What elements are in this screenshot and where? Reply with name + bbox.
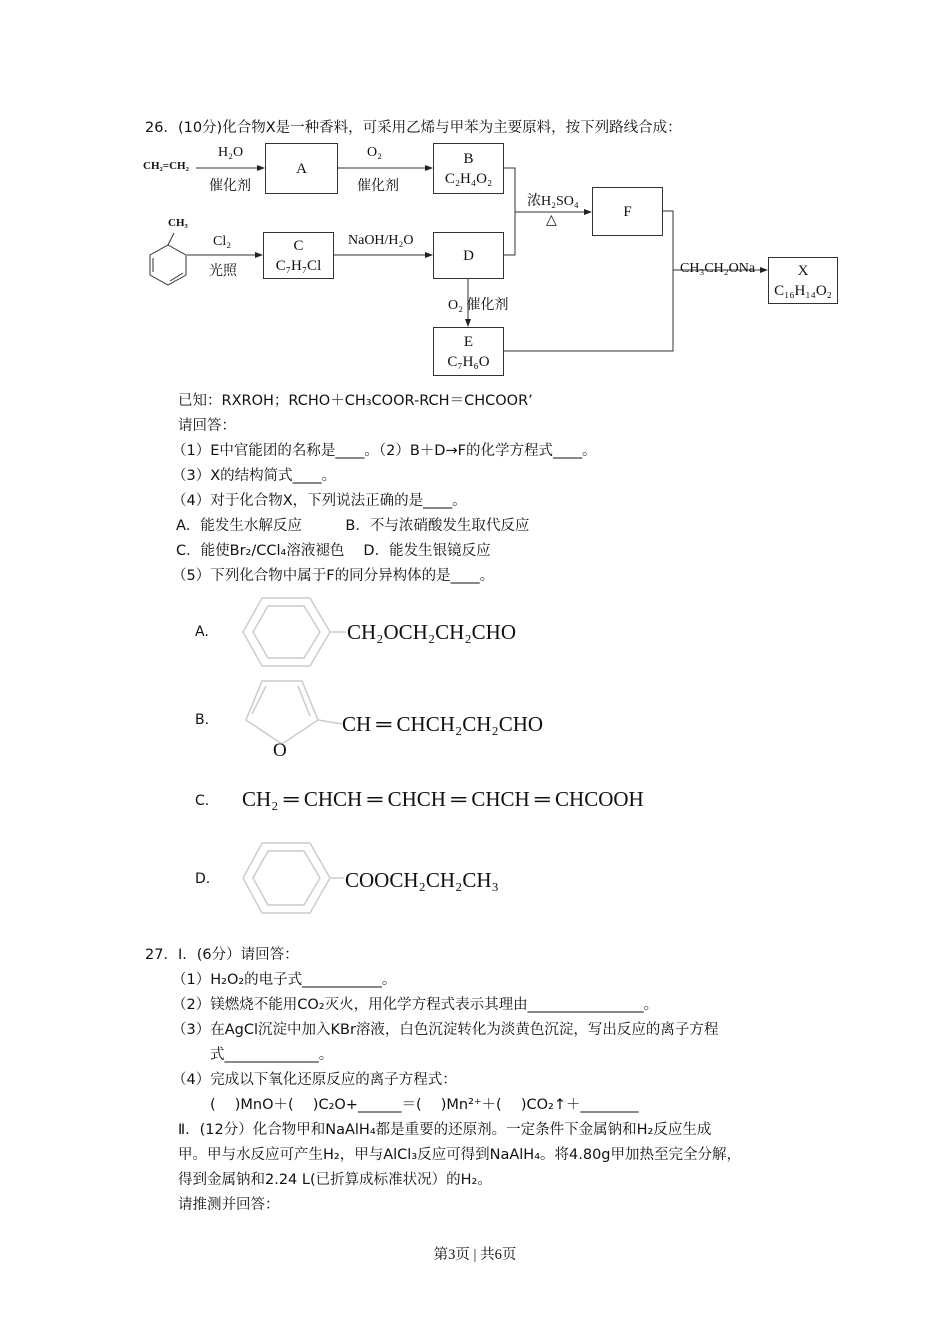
option-b-formula: CH ═ CHCH₂CH₂CHO: [342, 712, 544, 736]
box-f-name: F: [623, 203, 632, 220]
q27-line: 式_____________。: [210, 1047, 334, 1063]
q27-line: （3）在AgCl沉淀中加入KBr溶液，白色沉淀转化为淡黄色沉淀，写出反应的离子方程: [172, 1022, 719, 1038]
box-x-formula: C₁₆H₁₄O₂: [774, 282, 832, 299]
option-a-label: A.: [195, 624, 209, 640]
q27-part2-line: Ⅱ．(12分）化合物甲和NaAlH₄都是重要的还原剂。一定条件下金属钠和H₂反应生成: [178, 1122, 712, 1138]
option-b-ring-oxygen: O: [273, 740, 287, 761]
furan-ring-b: [246, 681, 318, 744]
q27-part2-line: 请推测并回答：: [178, 1197, 280, 1213]
benzene-ring-d: [243, 843, 330, 913]
reagent-cl2: Cl₂: [213, 234, 232, 249]
page-footer: 第3页 | 共6页: [433, 1247, 517, 1263]
condition-catalyst-1: 催化剂: [209, 179, 251, 194]
known-info: 已知：RXROH；RCHO＋CH₃COOR-RCH＝CHCOOR’: [178, 393, 533, 409]
box-a-name: A: [296, 160, 307, 177]
ethylene-label: CH₂=CH₂: [143, 160, 189, 172]
q27-line: （4）完成以下氧化还原反应的离子方程式：: [172, 1072, 457, 1088]
q26-choice-line: C．能使Br₂/CCl₄溶液褪色 D．能发生银镜反应: [176, 543, 491, 559]
q26-line: （1）E中官能团的名称是____。（2）B＋D→F的化学方程式____。: [172, 443, 597, 459]
option-d-label: D.: [195, 871, 211, 887]
reagent-h2o: H₂O: [218, 145, 244, 160]
reagent-o2-catalyst: O₂ 催化剂: [448, 298, 509, 313]
benzene-ring-a: [243, 598, 330, 666]
condition-light: 光照: [209, 264, 237, 279]
q27-equation: ( )MnO＋( )C₂O+______＝( )Mn²⁺＋( )CO₂↑＋________: [210, 1097, 639, 1113]
q27-part2-line: 甲。甲与水反应可产生H₂，甲与AlCl₃反应可得到NaAlH₄。将4.80g甲加热至完全分解，: [178, 1147, 742, 1163]
q27-line: （2）镁燃烧不能用CO₂灭火，用化学方程式表示其理由________________。: [172, 997, 659, 1013]
box-x-name: X: [797, 262, 809, 279]
box-b-formula: C₂H₄O₂: [444, 170, 493, 187]
box-e-formula: C₇H₆O: [447, 353, 490, 370]
q26-choice-line: A．能发生水解反应 B．不与浓硝酸发生取代反应: [176, 518, 530, 534]
q26-line: （5）下列化合物中属于F的同分异构体的是____。: [172, 568, 495, 584]
option-c-formula: CH₂ ═ CHCH ═ CHCH ═ CHCH ═ CHCOOH: [242, 787, 644, 811]
box-c-name: C: [293, 237, 304, 254]
q26-line: （3）X的结构简式____。: [172, 468, 337, 484]
q26-line: （4）对于化合物X，下列说法正确的是____。: [172, 493, 467, 509]
q26-header: 26．(10分)化合物X是一种香料，可采用乙烯与甲苯为主要原料，按下列路线合成：: [145, 120, 682, 136]
option-d-formula: COOCH₂CH₂CH₃: [345, 868, 499, 892]
box-c-formula: C₇H₇Cl: [275, 257, 322, 274]
option-c-label: C.: [195, 793, 210, 809]
prompt: 请回答：: [178, 418, 236, 434]
toluene-ch3-label: CH₃: [168, 217, 188, 229]
q27-header: 27．Ⅰ．(6分）请回答：: [145, 947, 299, 963]
condition-heat: △: [546, 213, 557, 228]
reagent-naoh: NaOH/H₂O: [348, 233, 414, 248]
box-e-name: E: [463, 333, 474, 350]
box-b-name: B: [463, 150, 474, 167]
q27-line: （1）H₂O₂的电子式___________。: [172, 972, 397, 988]
option-a-formula: CH₂OCH₂CH₂CHO: [347, 620, 516, 644]
reagent-ethoxide: CH₃CH₂ONa: [680, 261, 756, 276]
reagent-o2: O₂: [367, 145, 382, 160]
option-b-label: B.: [195, 712, 210, 728]
box-d-name: D: [463, 247, 474, 264]
reagent-h2so4: 浓H₂SO₄: [527, 194, 579, 209]
condition-catalyst-2: 催化剂: [357, 179, 399, 194]
q27-part2-line: 得到金属钠和2.24 L(已折算成标准状况）的H₂。: [178, 1172, 492, 1188]
